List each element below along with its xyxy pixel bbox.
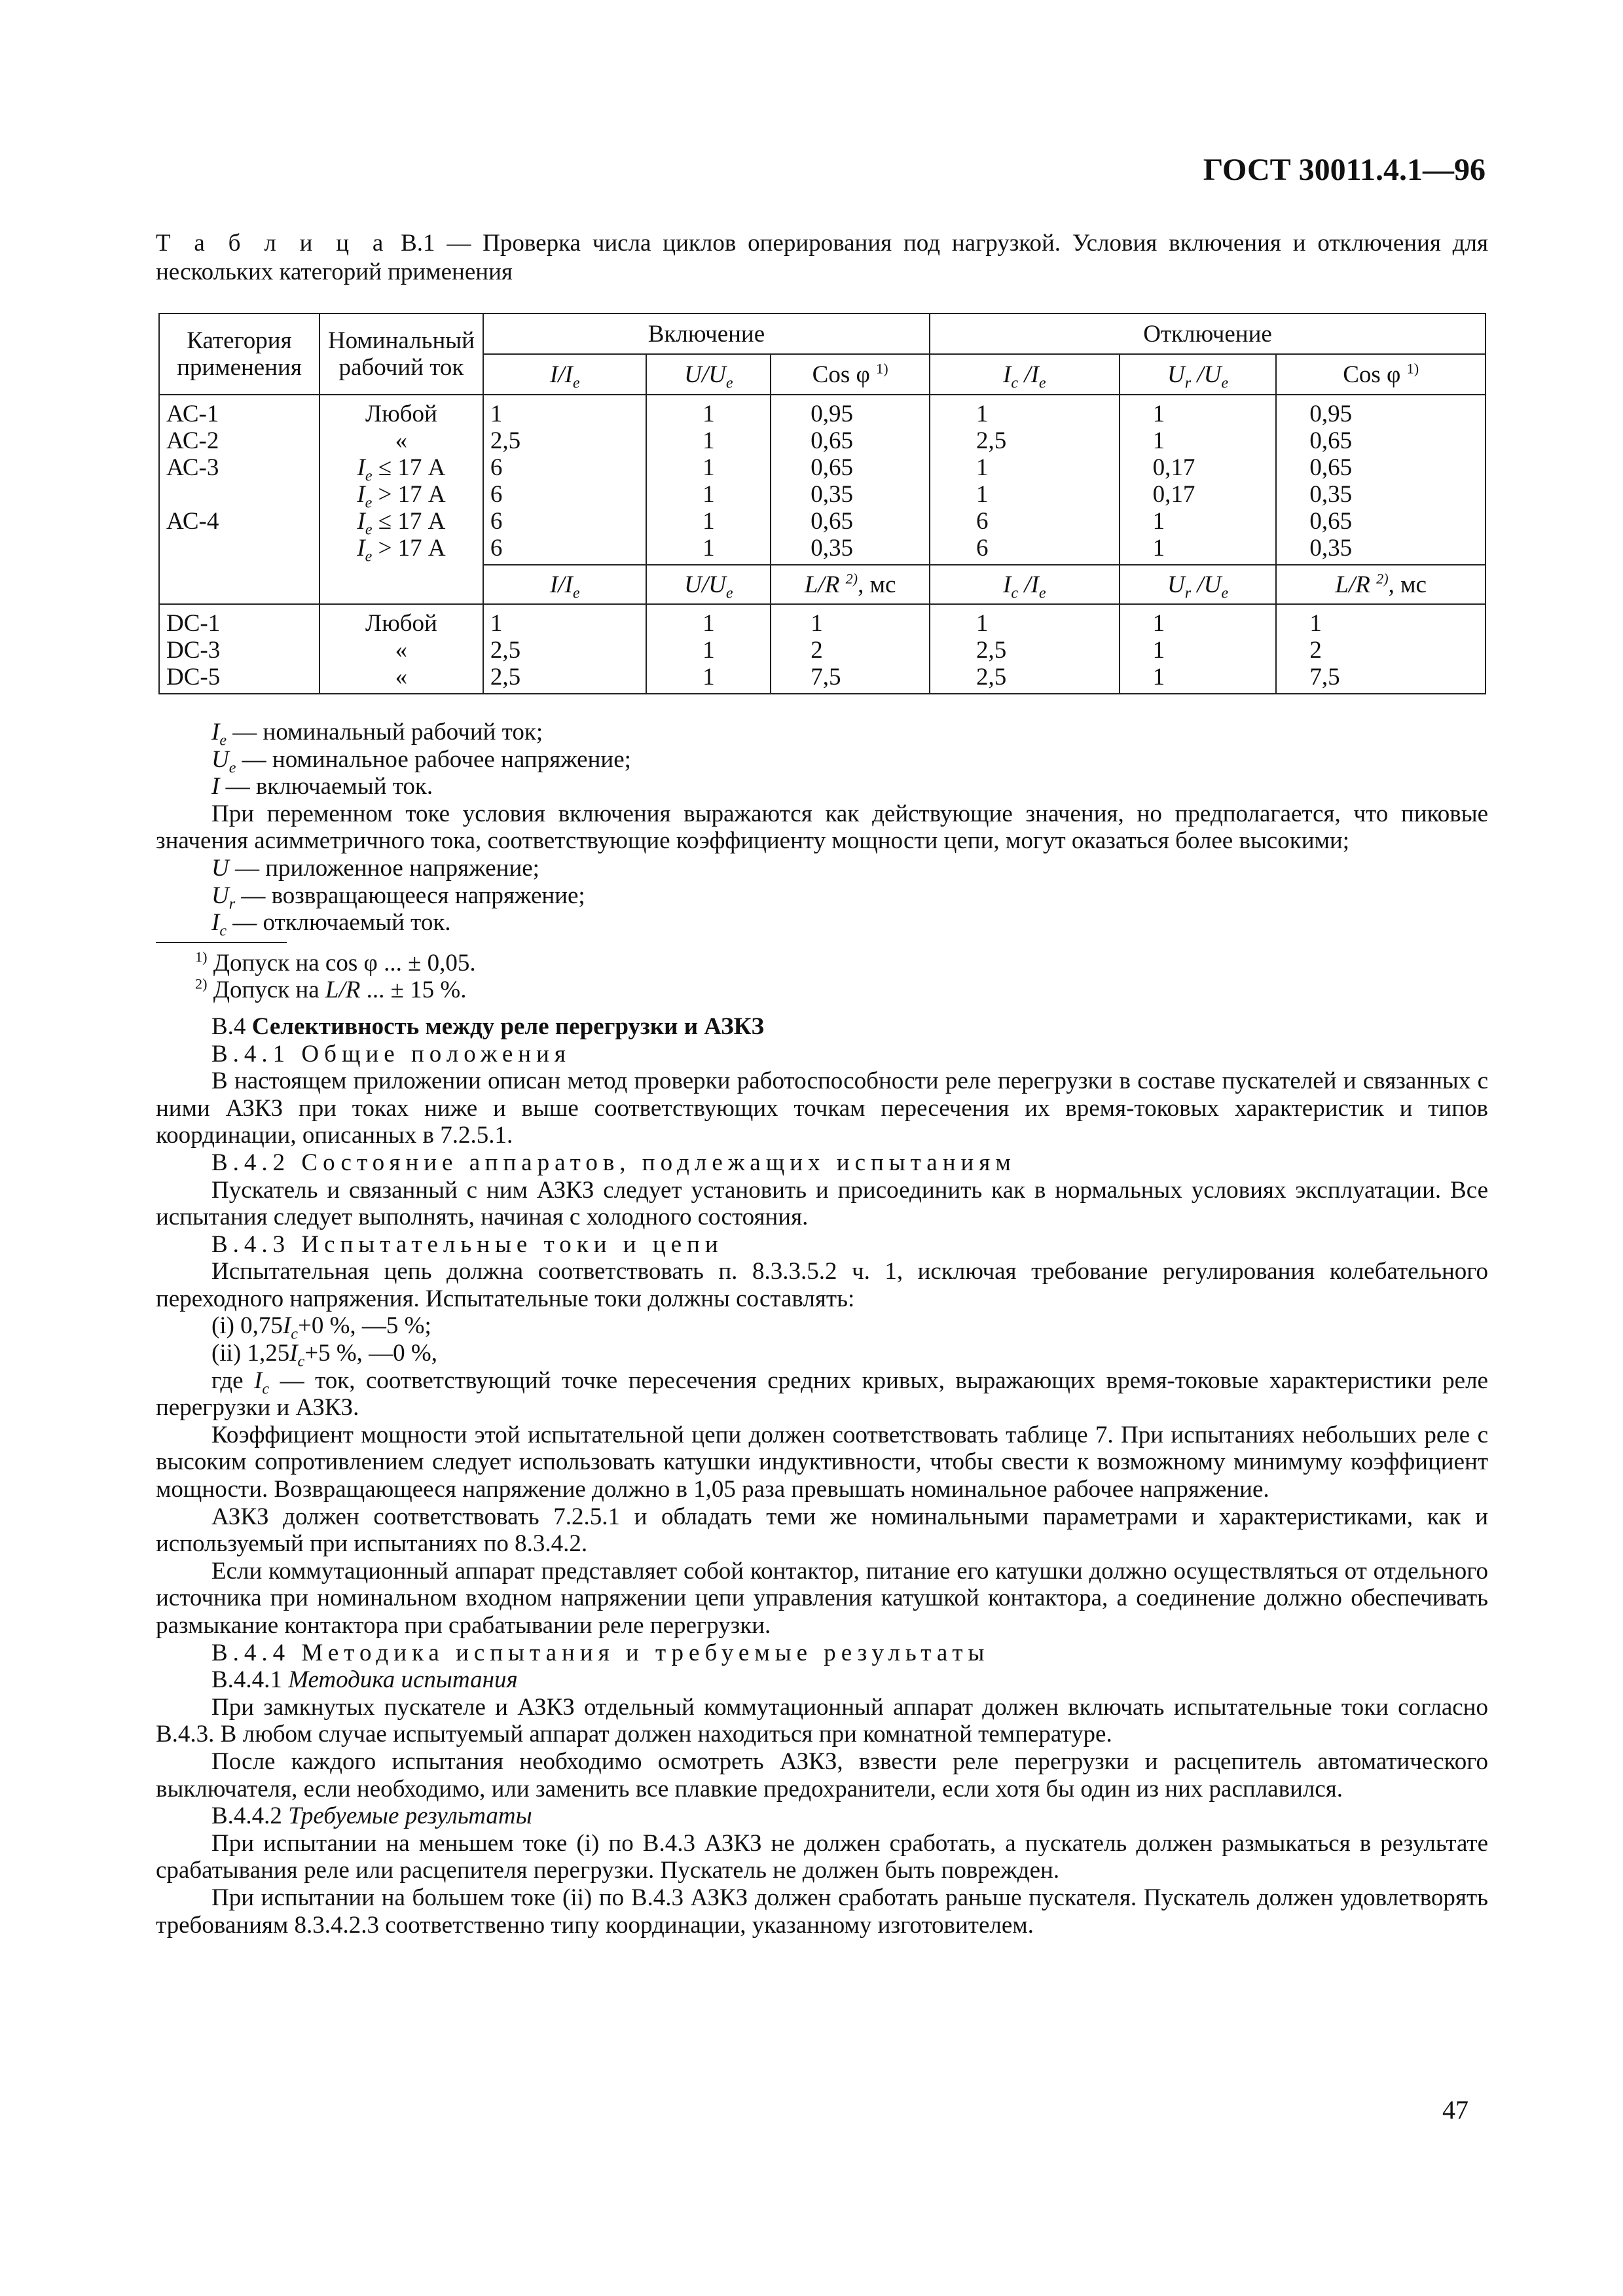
- paragraph: Пускатель и связанный с ним АЗКЗ следует установить и присоединить как в нормальных условиях эксплуатации. Все испытания следует выполнять, начиная с холодного состояния.: [156, 1176, 1488, 1231]
- list-item: (ii) $1,25I_c+5$ %, —0 %,: [211, 1340, 437, 1371]
- dc-break-lr: 1 2 7,5: [1276, 604, 1486, 694]
- paragraph: В настоящем приложении описан метод проверки работоспособности реле перегрузки в составе пускателей и связанных с ними АЗКЗ при токах ниже и выше соответствующих точкам пересечения их время-токовых характеристик и типов координации, описанных в 7.2.5.1.: [156, 1067, 1488, 1149]
- header-category: Категория применения: [159, 314, 319, 395]
- table-caption-prefix: Т а б л и ц а: [156, 230, 390, 257]
- header-make: Включение: [483, 314, 930, 354]
- col-lr-make: L/R $^{2)}$, мс: [771, 565, 930, 604]
- table-caption: [156, 229, 1488, 287]
- section-b441: В.4.4.1 Методика испытания: [211, 1666, 518, 1694]
- table-row: [159, 604, 1486, 694]
- paragraph: где $I_c$ — ток, соответствующий точке пересечения средних кривых, выражающих время-токовые характеристики реле перегрузки и АЗКЗ.: [156, 1367, 1488, 1422]
- section-b4: В.4 Селективность между реле перегрузки и АЗКЗ: [211, 1013, 764, 1040]
- table-caption-text: В.1 — Проверка числа циклов оперирования под нагрузкой. Условия включения и отключения для нескольких категорий применения: [156, 230, 1488, 285]
- dc-break-u: 1 1 1: [1120, 604, 1277, 694]
- ac-break-cos: 0,95 0,65 0,65 0,35 0,65 0,35: [1276, 395, 1486, 565]
- paragraph: После каждого испытания необходимо осмотреть АЗКЗ, взвести реле перегрузки и расцепитель автоматического выключателя, если необходимо, или заменить все плавкие предохранители, если хотя бы один из них расплавился.: [156, 1748, 1488, 1803]
- note-i: I — включаемый ток.: [211, 773, 433, 800]
- ac-make-i: 1 2,5 6 6 6 6: [483, 395, 647, 565]
- ac-categories: АС-1 АС-2 АС-3 АС-4: [159, 395, 319, 565]
- paragraph: Коэффициент мощности этой испытательной цепи должен соответствовать таблице 7. При испытаниях небольших реле с высоким сопротивлением следует использовать катушки индуктивности, чтобы свести к возможному минимуму коэффициент мощности. Возвращающееся напряжение должно в 1,05 раза превышать номинальное рабочее напряжение.: [156, 1421, 1488, 1503]
- section-b442: В.4.4.2 Требуемые результаты: [211, 1803, 532, 1830]
- col-u-ue-dc: $U/U_e$: [646, 565, 771, 604]
- col-cos-phi: Cos φ $^{1)}$: [771, 354, 930, 395]
- col-ic-ie: $I_c$ $/I_e$: [930, 354, 1120, 395]
- dc-make-u: 1 1 1: [646, 604, 771, 694]
- dc-make-i: 1 2,5 2,5: [483, 604, 647, 694]
- note-ic: $I_c$ — отключаемый ток.: [211, 909, 451, 940]
- dc-make-lr: 1 2 7,5: [771, 604, 930, 694]
- section-b44: В.4.4 Методика испытания и требуемые результаты: [211, 1639, 990, 1666]
- col-lr-break: L/R $^{2)}$, мс: [1276, 565, 1486, 604]
- body-text: [156, 719, 1488, 1939]
- paragraph: При испытании на меньшем токе (i) по В.4.3 АЗКЗ не должен сработать, а пускатель должен размыкаться в результате срабатывания реле или расцепителя перегрузки. Пускатель не должен быть поврежден.: [156, 1829, 1488, 1884]
- paragraph: При замкнутых пускателе и АЗКЗ отдельный коммутационный аппарат должен включать испытательные токи согласно В.4.3. В любом случае испытуемый аппарат должен находиться при комнатной температуре.: [156, 1693, 1488, 1748]
- ac-make-cos: 0,95 0,65 0,65 0,35 0,65 0,35: [771, 395, 930, 565]
- header-break: Отключение: [930, 314, 1486, 354]
- col-i-ie-dc: $I/I_e$: [483, 565, 647, 604]
- section-b42: В.4.2 Состояние аппаратов, подлежащих испытаниям: [211, 1149, 1016, 1176]
- dc-rated-currents: Любой « «: [319, 604, 483, 694]
- standard-header: ГОСТ 30011.4.1—96: [1203, 152, 1486, 187]
- col-u-ue: $U/U_e$: [646, 354, 771, 395]
- paragraph: Испытательная цепь должна соответствовать п. 8.3.3.5.2 ч. 1, исключая требование регулирования колебательного переходного напряжения. Испытательные токи должны составлять:: [156, 1258, 1488, 1312]
- test-table: [158, 313, 1486, 694]
- page-number: 47: [1442, 2095, 1468, 2125]
- footnote-rule: [156, 942, 287, 943]
- table-row: [159, 395, 1486, 565]
- note-ac: При переменном токе условия включения выражаются как действующие значения, но предполагается, что пиковые значения асимметричного тока, соответствующие коэффициенту мощности цепи, могут оказаться более высокими;: [156, 800, 1488, 855]
- col-ur-ue-dc: $U_r$ $/U_e$: [1120, 565, 1277, 604]
- section-b43: В.4.3 Испытательные токи и цепи: [211, 1230, 723, 1258]
- ac-make-u: 1 1 1 1 1 1: [646, 395, 771, 565]
- paragraph: Если коммутационный аппарат представляет собой контактор, питание его катушки должно осуществляться от отдельного источника при номинальном входном напряжении цепи управления катушкой контактора, а соединение должно обеспечивать размыкание контактора при срабатывании реле перегрузки.: [156, 1557, 1488, 1639]
- footnote-1: $^{1)}$ Допуск на cos φ ... ± 0,05.: [195, 948, 476, 977]
- section-b41: В.4.1 Общие положения: [211, 1040, 571, 1067]
- paragraph: АЗКЗ должен соответствовать 7.2.5.1 и обладать теми же номинальными параметрами и характеристиками, как и используемый при испытаниях по 8.3.4.2.: [156, 1503, 1488, 1558]
- list-item: (i) $0,75I_c+0$ %, —5 %;: [211, 1312, 431, 1343]
- note-ie: $I_e$ — номинальный рабочий ток;: [211, 719, 543, 749]
- dc-categories: DC-1 DC-3 DC-5: [159, 604, 319, 694]
- ac-rated-currents: Любой « $I_e \le 17$ А $I_e > 17$ А $I_e \le 17$ А $I_e > 17$ А: [319, 395, 483, 565]
- col-ic-ie-dc: $I_c$ $/I_e$: [930, 565, 1120, 604]
- note-ue: $U_e$ — номинальное рабочее напряжение;: [211, 745, 631, 776]
- header-rated-current: Номинальный рабочий ток: [319, 314, 483, 395]
- ac-break-i: 1 2,5 1 1 6 6: [930, 395, 1120, 565]
- dc-break-i: 1 2,5 2,5: [930, 604, 1120, 694]
- col-i-ie: $I/I_e$: [483, 354, 647, 395]
- col-cos-phi-off: Cos φ $^{1)}$: [1276, 354, 1486, 395]
- note-ur: $U_r$ — возвращающееся напряжение;: [211, 882, 585, 912]
- paragraph: При испытании на большем токе (ii) по В.4.3 АЗКЗ должен сработать раньше пускателя. Пускатель должен удовлетворять требованиям 8.3.4.2.3 соответственно типу координации, указанному изготовителем.: [156, 1884, 1488, 1939]
- ac-break-u: 1 1 0,17 0,17 1 1: [1120, 395, 1277, 565]
- footnote-2: $^{2)}$ Допуск на L/R ... ± 15 %.: [195, 976, 467, 1004]
- note-u: U — приложенное напряжение;: [211, 854, 539, 882]
- col-ur-ue: $U_r$ $/U_e$: [1120, 354, 1277, 395]
